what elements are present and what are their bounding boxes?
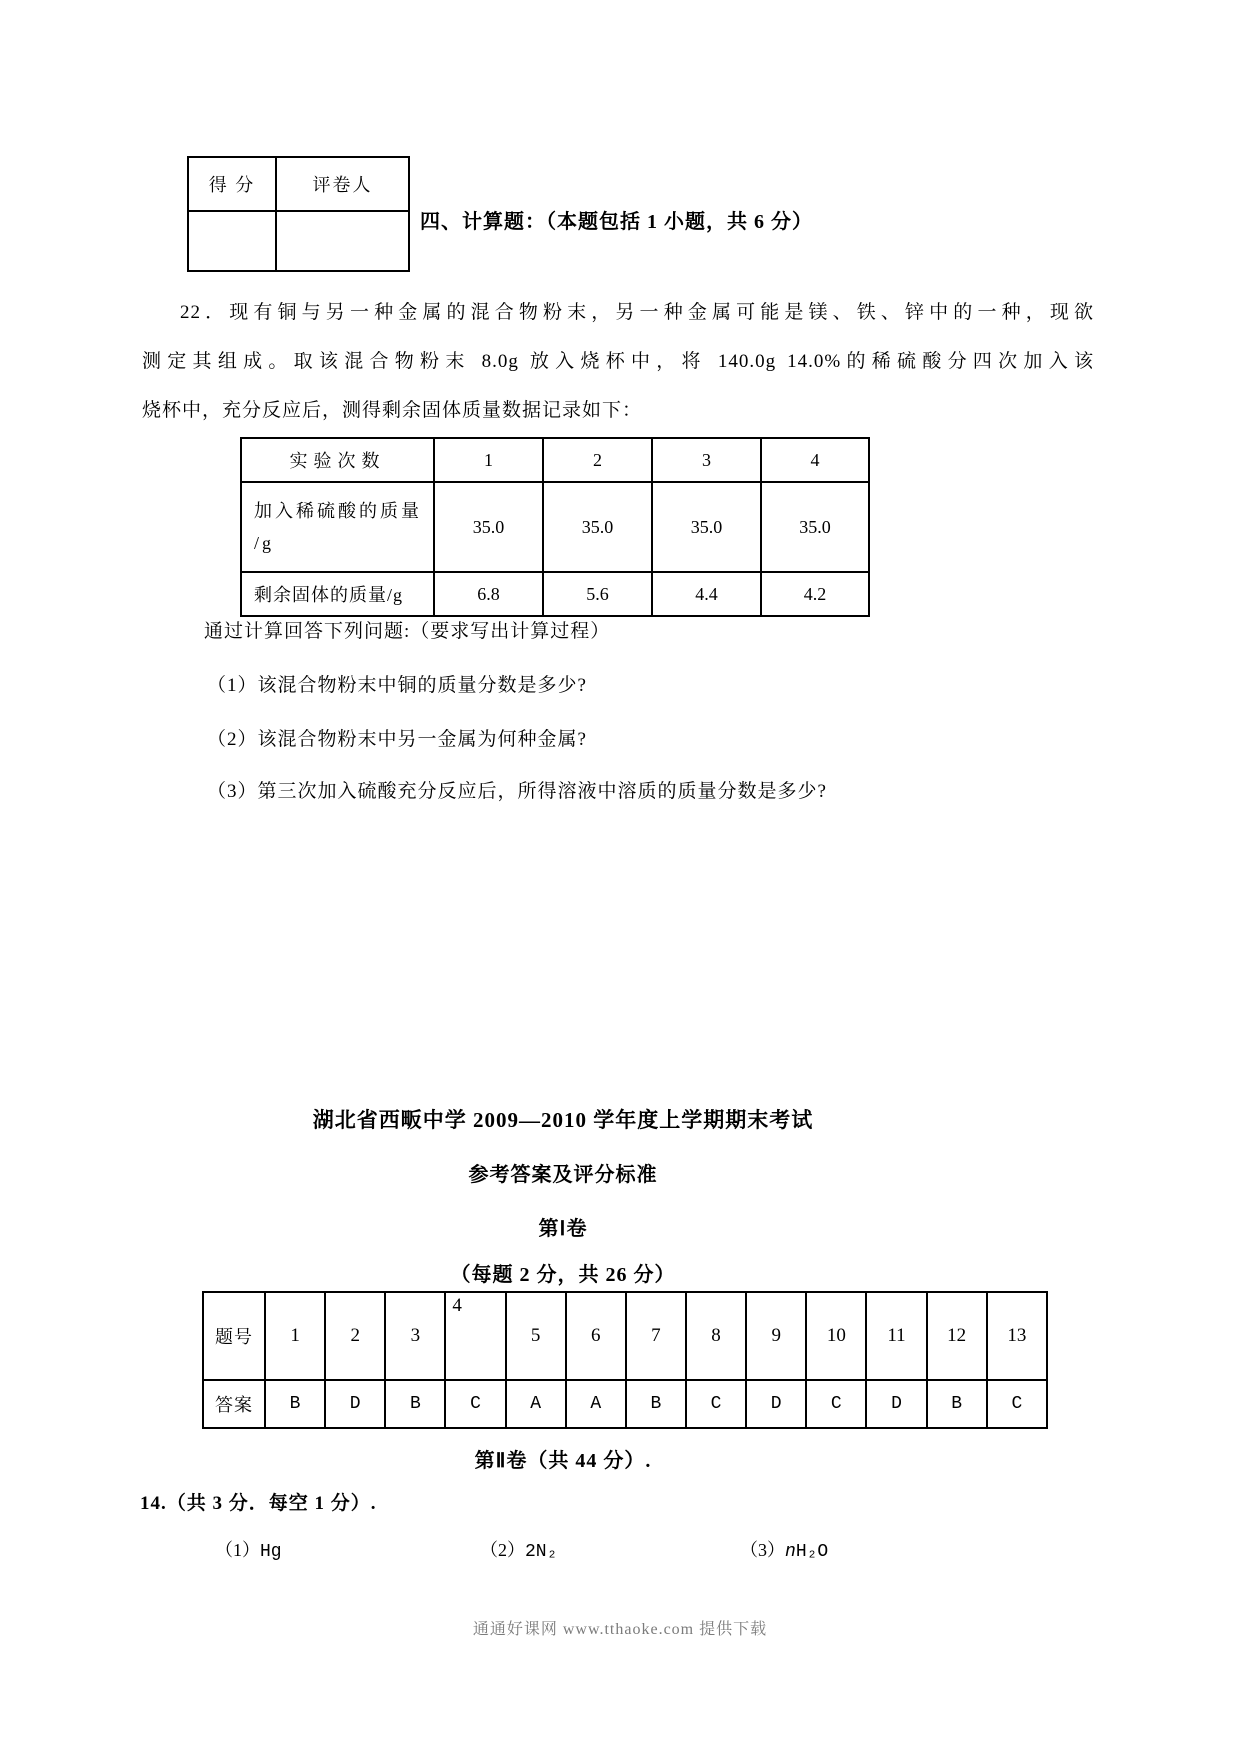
table-row xyxy=(241,572,869,616)
answer-letter: C xyxy=(445,1380,505,1428)
trial-1-header: 1 xyxy=(434,438,543,482)
question-number: 3 xyxy=(385,1292,445,1380)
answer-3-coefficient: n xyxy=(785,1542,796,1562)
answer-1-formula: Hg xyxy=(260,1542,282,1562)
sub-question-2: （2）该混合物粉末中另一金属为何种金属? xyxy=(207,729,587,750)
answer-key-title: 湖北省西畈中学 2009—2010 学年度上学期期末考试 xyxy=(312,1108,814,1132)
question-14-answer-1 xyxy=(215,1536,282,1562)
answer-3-formula-rest: H₂O xyxy=(795,1542,829,1562)
answer-2-prefix: （2） xyxy=(480,1540,525,1560)
solid-mass-value: 5.6 xyxy=(543,572,652,616)
answer-label: 答案 xyxy=(203,1380,265,1428)
question-22-line-3: 烧杯中，充分反应后，测得剩余固体质量数据记录如下： xyxy=(142,400,643,421)
score-label: 得 分 xyxy=(188,157,276,211)
trial-3-header: 3 xyxy=(652,438,761,482)
table-row xyxy=(241,438,869,482)
acid-mass-label-line2: /g xyxy=(254,533,275,553)
experiment-count-header: 实验次数 xyxy=(241,438,434,482)
table-row xyxy=(203,1292,1047,1380)
acid-mass-value: 35.0 xyxy=(761,482,869,572)
answer-letter: B xyxy=(927,1380,987,1428)
answer-key-subtitle: 参考答案及评分标准 xyxy=(468,1164,658,1186)
trial-2-header: 2 xyxy=(543,438,652,482)
acid-mass-label-line1: 加入稀硫酸的质量 xyxy=(254,501,422,521)
section-heading: 四、计算题：（本题包括 1 小题，共 6 分） xyxy=(420,211,813,233)
question-22-line-1: 22．现有铜与另一种金属的混合物粉末，另一种金属可能是镁、铁、锌中的一种，现欲 xyxy=(180,302,1094,323)
question-22-line-2: 测定其组成。取该混合物粉末 8.0g 放入烧杯中，将 140.0g 14.0%的稀硫酸分四次加入该 xyxy=(142,351,1094,372)
experiment-data-table xyxy=(240,437,870,617)
sub-question-3: （3）第三次加入硫酸充分反应后，所得溶液中溶质的质量分数是多少? xyxy=(207,781,827,802)
trial-4-header: 4 xyxy=(761,438,869,482)
question-number: 9 xyxy=(746,1292,806,1380)
acid-mass-value: 35.0 xyxy=(434,482,543,572)
question-22-note: 通过计算回答下列问题:（要求写出计算过程） xyxy=(204,621,611,642)
question-14-answer-3 xyxy=(740,1536,828,1562)
question-number: 12 xyxy=(927,1292,987,1380)
sub-question-1: （1）该混合物粉末中铜的质量分数是多少? xyxy=(207,675,587,696)
question-number-label: 题号 xyxy=(203,1292,265,1380)
grader-empty-cell xyxy=(276,211,409,271)
solid-mass-value: 4.4 xyxy=(652,572,761,616)
solid-mass-value: 4.2 xyxy=(761,572,869,616)
answer-letter: B xyxy=(385,1380,445,1428)
table-row xyxy=(241,482,869,572)
answer-letter: D xyxy=(325,1380,385,1428)
footer-watermark: 通通好课网 www.tthaoke.com 提供下载 xyxy=(472,1621,768,1638)
answer-letter: D xyxy=(866,1380,926,1428)
acid-mass-label xyxy=(241,482,434,572)
answer-letter: B xyxy=(265,1380,325,1428)
answer-2-formula: 2N₂ xyxy=(525,1542,558,1562)
question-number: 1 xyxy=(265,1292,325,1380)
question-number: 6 xyxy=(566,1292,626,1380)
answer-letter: C xyxy=(806,1380,866,1428)
question-14-answer-2 xyxy=(480,1536,557,1562)
answer-letter: A xyxy=(506,1380,566,1428)
question-number: 13 xyxy=(987,1292,1047,1380)
question-22-text xyxy=(142,288,1094,435)
solid-mass-label: 剩余固体的质量/g xyxy=(241,572,434,616)
question-number: 7 xyxy=(626,1292,686,1380)
score-box xyxy=(187,156,410,272)
question-number: 4 xyxy=(445,1292,505,1380)
answer-3-prefix: （3） xyxy=(740,1540,785,1560)
question-number: 2 xyxy=(325,1292,385,1380)
part2-title: 第Ⅱ卷（共 44 分）. xyxy=(474,1450,652,1472)
part1-note: （每题 2 分，共 26 分） xyxy=(450,1264,676,1286)
question-number: 10 xyxy=(806,1292,866,1380)
acid-mass-value: 35.0 xyxy=(652,482,761,572)
answer-letter: C xyxy=(987,1380,1047,1428)
grader-label: 评卷人 xyxy=(276,157,409,211)
question-14-heading: 14.（共 3 分．每空 1 分）. xyxy=(140,1493,377,1514)
answer-letter: D xyxy=(746,1380,806,1428)
question-number: 5 xyxy=(506,1292,566,1380)
table-row xyxy=(203,1380,1047,1428)
part1-title: 第Ⅰ卷 xyxy=(538,1218,588,1240)
answer-letter: B xyxy=(626,1380,686,1428)
question-number: 11 xyxy=(866,1292,926,1380)
answer-1-prefix: （1） xyxy=(215,1540,260,1560)
question-number: 8 xyxy=(686,1292,746,1380)
answer-letter: A xyxy=(566,1380,626,1428)
answer-3-formula xyxy=(785,1542,828,1562)
answer-key-table xyxy=(202,1291,1048,1429)
answer-letter: C xyxy=(686,1380,746,1428)
solid-mass-value: 6.8 xyxy=(434,572,543,616)
score-empty-cell xyxy=(188,211,276,271)
acid-mass-value: 35.0 xyxy=(543,482,652,572)
